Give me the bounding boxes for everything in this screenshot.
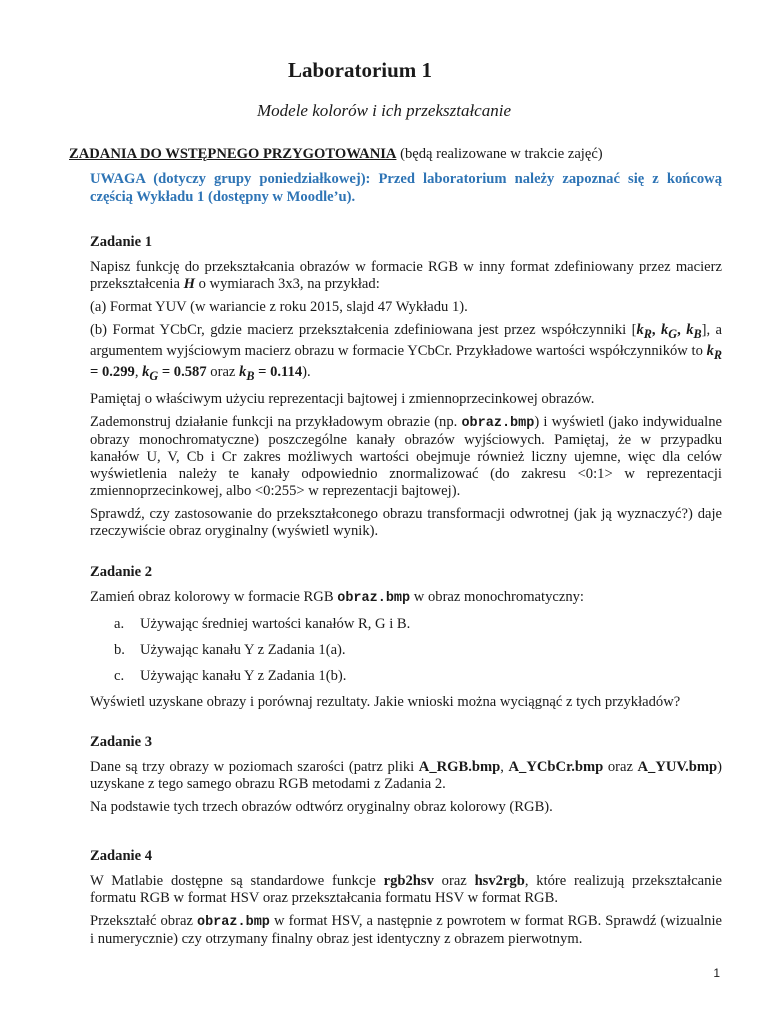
zadanie-1-p5: Zademonstruj działanie funkcji na przykładowym obrazie (np. obraz.bmp) i wyświetl (jako indywidualne obrazy monochromatyczne) poszczególne kanały obrazów wyjściowych. Pamiętaj, że w przypadku kanałów U, V, Cb i Cr zakres możliwych wartości obejmuje również liczny ujemne, więc dla celów wyświetlenia należy te kanały odpowiednio znormalizować (do zakresu <0:1> w reprezentacji zmiennoprzecinkowej, albo <0:255> w reprezentacji bajtowej).	[90, 413, 722, 499]
page-number: 1	[713, 966, 720, 980]
filename: obraz.bmp	[461, 415, 535, 431]
list-item: a. Używając średniej wartości kanałów R, G i B.	[114, 616, 411, 632]
zadanie-1-p4: Pamiętaj o właściwym użyciu reprezentacji bajtowej i zmiennoprzecinkowej obrazów.	[90, 390, 595, 407]
page-subtitle: Modele kolorów i ich przekształcanie	[256, 101, 511, 120]
zadanie-3-p1: Dane są trzy obrazy w poziomach szarości (patrz pliki A_RGB.bmp, A_YCbCr.bmp oraz A_YUV.bmp) uzyskane z tego samego obrazu RGB metodami z Zadania 2.	[90, 759, 722, 792]
zadanie-4-p1: W Matlabie dostępne są standardowe funkcje rgb2hsv oraz hsv2rgb, które realizują przekształcanie formatu RGB w format HSV oraz przekształcania formatu HSV w format RGB.	[90, 873, 722, 906]
filename: obraz.bmp	[337, 591, 411, 606]
zadanie-3-p2: Na podstawie tych trzech obrazów odtwórz oryginalny obraz kolorowy (RGB).	[90, 799, 553, 815]
zadanie-4-p2: Przekształć obraz obraz.bmp w format HSV, a następnie z powrotem w format RGB. Sprawdź (wizualnie i numerycznie) czy otrzymany finalny obraz jest identyczny z obrazem pierwotnym.	[90, 913, 723, 947]
zadanie-1-p6: Sprawdź, czy zastosowanie do przekształconego obrazu transformacji odwrotnej (jak ją wyznaczyć?) daje rzeczywiście obraz oryginalny (wyświetl wynik).	[90, 505, 722, 539]
section-zadanie-3	[90, 734, 722, 822]
prep-heading-underlined: ZADANIA DO WSTĘPNEGO PRZYGOTOWANIA	[69, 146, 397, 162]
note-uwaga: UWAGA (dotyczy grupy poniedziałkowej): Przed laboratorium należy zapoznać się z końcową częścią Wykładu 1 (dostępny w Moodle’u).	[90, 171, 722, 205]
section-zadanie-1	[90, 234, 722, 546]
zadanie-1-p2: (a) Format YUV (w wariancie z roku 2015, slajd 47 Wykładu 1).	[90, 299, 468, 315]
matrix-h: H	[183, 276, 195, 292]
section-zadanie-4	[90, 848, 722, 954]
zadanie-3-heading: Zadanie 3	[90, 734, 153, 750]
zadanie-4-heading: Zadanie 4	[90, 848, 153, 864]
list-item: b. Używając kanału Y z Zadania 1(a).	[114, 642, 346, 658]
section-zadanie-2	[90, 564, 722, 717]
zadanie-1-heading: Zadanie 1	[90, 234, 153, 250]
zadanie-1-p3: (b) Format YCbCr, gdzie macierz przekształcenia zdefiniowana jest przez współczynniki [$k_R$, $k_G$, $k_B$], a argumentem wyjściowym macierz obrazu w formacie YCbCr. Przykładowe wartości współczynników to $k_R = 0.299$, $k_G = 0.587$ oraz $k_B = 0.114$).	[90, 322, 723, 383]
prep-heading-rest: (będą realizowane w trakcie zajęć)	[396, 146, 603, 162]
zadanie-2-p1: Zamień obraz kolorowy w formacie RGB obraz.bmp w obraz monochromatyczny:	[90, 589, 584, 606]
list-item: c. Używając kanału Y z Zadania 1(b).	[114, 668, 347, 684]
prep-heading	[69, 146, 729, 163]
page-title: Laboratorium 1	[287, 58, 433, 82]
zadanie-1-p1: Napisz funkcję do przekształcania obrazów w formacie RGB w inny format zdefiniowany przez macierz przekształcenia H o wymiarach 3x3, na przykład:	[90, 259, 722, 292]
zadanie-2-heading: Zadanie 2	[90, 564, 153, 580]
filename: obraz.bmp	[196, 915, 270, 930]
zadanie-2-list	[90, 616, 722, 685]
zadanie-2-p2: Wyświetl uzyskane obrazy i porównaj rezultaty. Jakie wnioski można wyciągnąć z tych przykładów?	[90, 694, 681, 710]
